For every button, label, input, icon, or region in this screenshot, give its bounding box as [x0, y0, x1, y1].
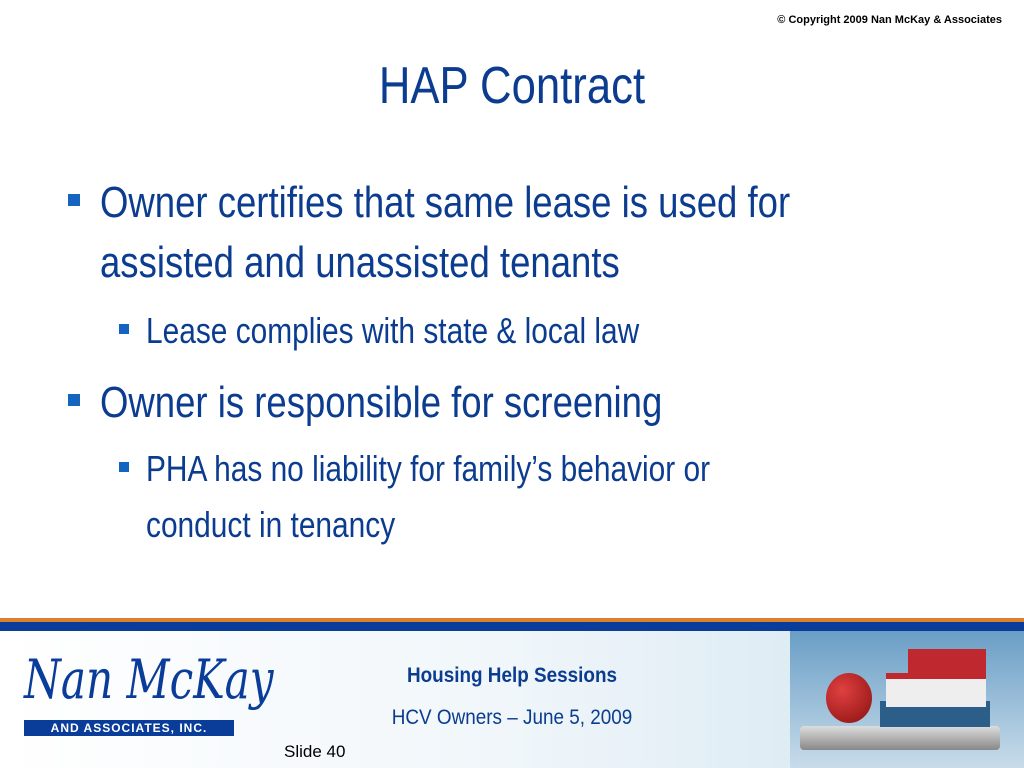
footer-heading: Housing Help Sessions — [406, 664, 618, 687]
footer-subtitle: HCV Owners – June 5, 2009 — [391, 706, 633, 729]
logo-script: Nan McKay — [24, 648, 274, 711]
logo-subtitle: AND ASSOCIATES, INC. — [24, 720, 234, 736]
bullet-text: Owner is responsible for screening — [100, 378, 663, 427]
copyright-notice: © Copyright 2009 Nan McKay & Associates — [777, 14, 1002, 26]
slide-number: Slide 40 — [284, 742, 346, 761]
bullet-icon — [68, 394, 80, 406]
sub-bullet-icon — [119, 324, 129, 334]
bullet-icon — [68, 194, 80, 206]
sub-bullet-text: conduct in tenancy — [146, 504, 396, 545]
bullet-text: assisted and unassisted tenants — [100, 238, 620, 287]
footer-divider-blue — [0, 622, 1024, 631]
bullet-text: Owner certifies that same lease is used for — [100, 178, 791, 227]
sub-bullet-text: Lease complies with state & local law — [146, 310, 640, 351]
laptop-shape — [800, 726, 1000, 750]
apple-icon — [826, 673, 872, 723]
books-apple-image — [790, 631, 1024, 768]
sub-bullet-icon — [119, 462, 129, 472]
red-book — [908, 649, 986, 673]
slide-title: HAP Contract — [378, 57, 646, 115]
white-book — [886, 673, 986, 707]
sub-bullet-text: PHA has no liability for family’s behavior or — [146, 448, 711, 489]
